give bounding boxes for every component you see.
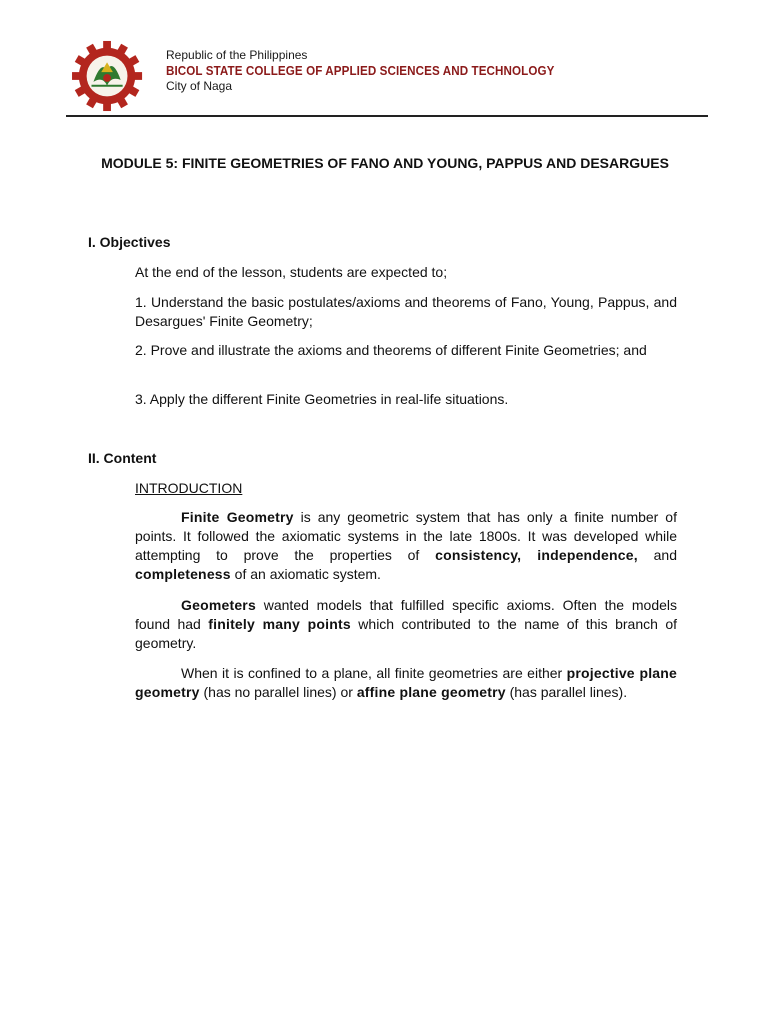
college-name: BICOL STATE COLLEGE OF APPLIED SCIENCES AND TECHNOLOGY	[166, 64, 555, 78]
paragraph-text: which contributed to the name of this branch of geometry.	[135, 616, 678, 651]
paragraph-text: of an axiomatic system.	[230, 566, 381, 582]
paragraph-text: When it is confined to a plane, all finite geometries are either	[181, 665, 567, 681]
header-divider	[66, 115, 708, 117]
objectives-heading: I. Objectives	[88, 234, 171, 250]
paragraph-geometers	[135, 596, 677, 653]
term-projective-plane-geometry: projective plane geometry	[135, 665, 678, 700]
paragraph-finite-geometry	[135, 508, 677, 584]
term-finitely-many-points: finitely many points	[208, 616, 351, 632]
introduction-subheading: INTRODUCTION	[135, 480, 243, 496]
term-finite-geometry: Finite Geometry	[181, 509, 294, 525]
module-title: MODULE 5: FINITE GEOMETRIES OF FANO AND YOUNG, PAPPUS AND DESARGUES	[101, 155, 669, 171]
objectives-intro: At the end of the lesson, students are expected to;	[135, 264, 448, 280]
republic-line: Republic of the Philippines	[166, 48, 308, 62]
content-heading: II. Content	[88, 450, 157, 466]
paragraph-text: (has parallel lines).	[505, 684, 628, 700]
college-seal-logo	[70, 40, 148, 112]
paragraph-text: is any geometric system that has only a finite number of points. It followed the axiomatic systems in the late 1800s. It was developed while attempting to prove the properties of	[135, 509, 677, 563]
term-consistency-independence: consistency, independence,	[435, 547, 638, 563]
objective-item-3: 3. Apply the different Finite Geometries in real-life situations.	[135, 391, 509, 407]
paragraph-plane-geometries	[135, 664, 677, 702]
term-affine-plane-geometry: affine plane geometry	[356, 684, 506, 700]
letterhead	[70, 38, 710, 114]
term-completeness: completeness	[135, 566, 231, 582]
city-line: City of Naga	[166, 79, 233, 93]
term-geometers: Geometers	[181, 597, 256, 613]
objective-item-2: 2. Prove and illustrate the axioms and theorems of different Finite Geometries; and	[135, 342, 647, 358]
paragraph-text: and	[637, 547, 677, 563]
objective-item-1: 1. Understand the basic postulates/axioms and theorems of Fano, Young, Pappus, and Desargues' Finite Geometry;	[135, 294, 677, 329]
paragraph-text: (has no parallel lines) or	[199, 684, 357, 700]
paragraph-text: wanted models that fulfilled specific axioms. Often the models found had	[135, 597, 677, 632]
